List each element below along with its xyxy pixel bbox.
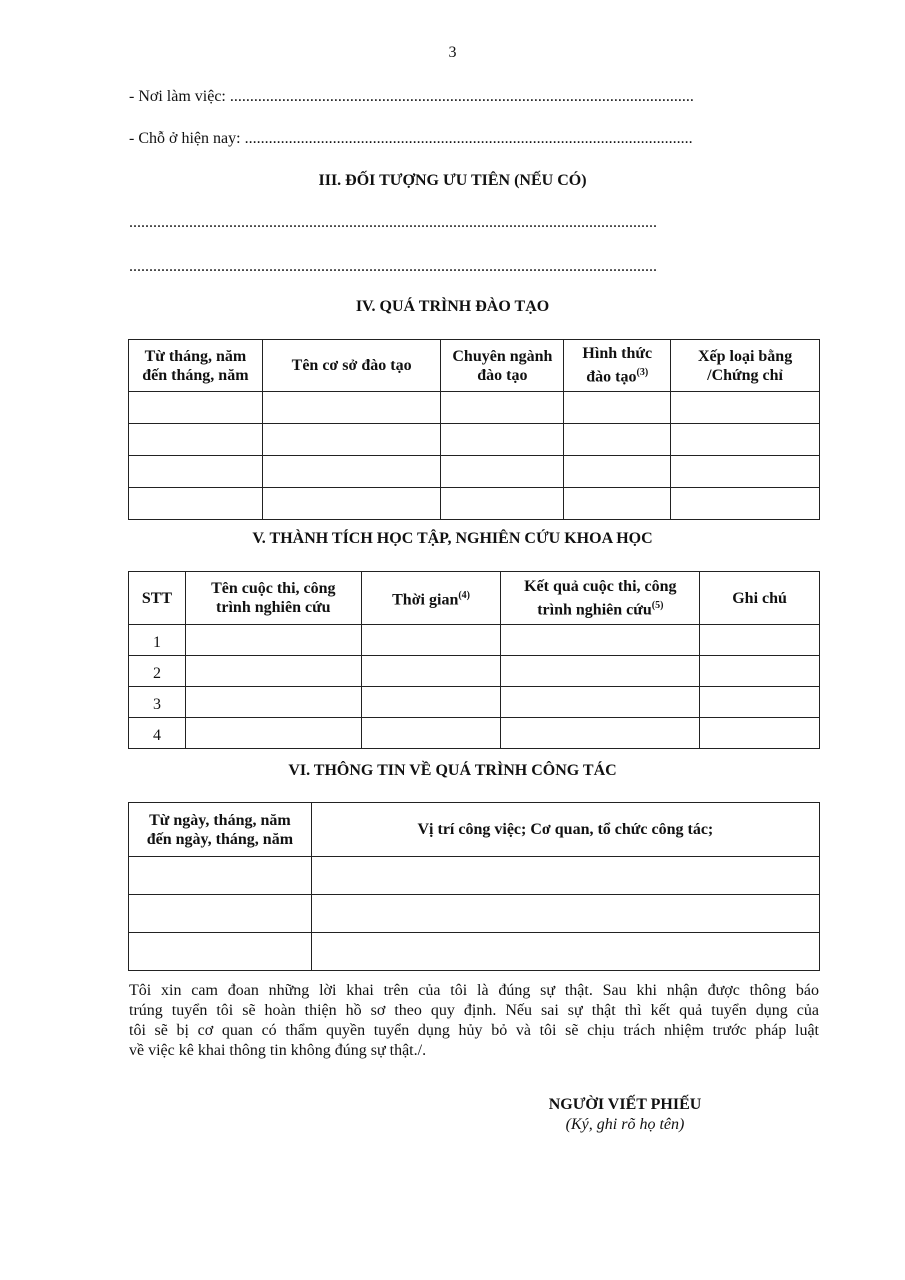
table-cell[interactable] (501, 625, 700, 656)
training-header-row (129, 340, 820, 392)
table-row (129, 718, 820, 749)
table-cell[interactable] (185, 656, 361, 687)
achievements-col-time: Thời gian$^{(4)}$ (361, 572, 501, 625)
training-col-rank: Xếp loại bằng /Chứng chỉ (671, 340, 820, 392)
achievements-col-notes: Ghi chú (700, 572, 820, 625)
table-cell[interactable] (700, 625, 820, 656)
row-number: 1 (129, 625, 186, 656)
table-cell[interactable] (129, 488, 263, 520)
table-cell[interactable] (441, 424, 564, 456)
page-number: 3 (448, 44, 457, 61)
table-cell[interactable] (441, 488, 564, 520)
table-cell[interactable] (262, 424, 441, 456)
signature-note: (Ký, ghi rõ họ tên) (565, 1116, 685, 1133)
table-cell[interactable] (129, 857, 312, 895)
achievements-table (128, 571, 820, 749)
work-col-position: Vị trí công việc; Cơ quan, tổ chức công tác; (311, 803, 819, 857)
residence-line (129, 130, 693, 148)
declaration-paragraph (129, 981, 819, 1061)
table-cell[interactable] (262, 456, 441, 488)
table-cell[interactable] (361, 718, 501, 749)
table-cell[interactable] (501, 718, 700, 749)
table-row (129, 625, 820, 656)
table-cell[interactable] (700, 687, 820, 718)
declaration-line: trúng tuyển tôi sẽ hoàn thiện hồ sơ theo quy định. Nếu sai sự thật thì kết quả tuyển dụng của (129, 1002, 819, 1019)
table-cell[interactable] (501, 656, 700, 687)
workplace-line (129, 88, 694, 106)
table-cell[interactable] (361, 656, 501, 687)
declaration-line: tôi sẽ bị cơ quan có thẩm quyền tuyển dụng hủy bỏ và tôi sẽ chịu trách nhiệm trước pháp luật (129, 1022, 819, 1039)
table-cell[interactable] (311, 857, 819, 895)
signature-title: NGƯỜI VIẾT PHIẾU (548, 1096, 702, 1113)
table-cell[interactable] (129, 895, 312, 933)
table-cell[interactable] (185, 687, 361, 718)
table-cell[interactable] (564, 488, 671, 520)
table-cell[interactable] (671, 488, 820, 520)
residence-label: - Chỗ ở hiện nay: (129, 130, 245, 147)
table-row (129, 656, 820, 687)
achievements-col-result: Kết quả cuộc thi, công trình nghiên cứu$^{(5)}$ (501, 572, 700, 625)
table-cell[interactable] (311, 933, 819, 971)
section4-title: IV. QUÁ TRÌNH ĐÀO TẠO (355, 298, 550, 315)
section6-title: VI. THÔNG TIN VỀ QUÁ TRÌNH CÔNG TÁC (288, 762, 617, 779)
table-row (129, 933, 820, 971)
table-cell[interactable] (185, 625, 361, 656)
training-col-institution: Tên cơ sở đào tạo (262, 340, 441, 392)
priority-field-2[interactable]: .................................................................................................................................... (129, 258, 657, 275)
training-col-major: Chuyên ngành đào tạo (441, 340, 564, 392)
declaration-line: về việc kê khai thông tin không đúng sự thật./. (129, 1042, 427, 1059)
work-col-period: Từ ngày, tháng, năm đến ngày, tháng, năm (129, 803, 312, 857)
table-cell[interactable] (671, 424, 820, 456)
table-cell[interactable] (311, 895, 819, 933)
training-col-period: Từ tháng, năm đến tháng, năm (129, 340, 263, 392)
workplace-field[interactable]: .................................................................................................................... (229, 88, 694, 105)
table-cell[interactable] (671, 456, 820, 488)
table-cell[interactable] (262, 488, 441, 520)
residence-field[interactable]: ................................................................................................................ (244, 130, 693, 147)
priority-field-1[interactable]: .................................................................................................................................... (129, 214, 657, 231)
table-cell[interactable] (564, 456, 671, 488)
achievements-col-stt: STT (129, 572, 186, 625)
table-row (129, 424, 820, 456)
declaration-line: Tôi xin cam đoan những lời khai trên của tôi là đúng sự thật. Sau khi nhận được thông báo (129, 982, 819, 999)
table-cell[interactable] (700, 656, 820, 687)
table-cell[interactable] (129, 456, 263, 488)
table-row (129, 687, 820, 718)
table-cell[interactable] (441, 392, 564, 424)
training-table (128, 339, 820, 520)
table-row (129, 895, 820, 933)
table-cell[interactable] (564, 424, 671, 456)
table-cell[interactable] (361, 625, 501, 656)
achievements-col-name: Tên cuộc thi, công trình nghiên cứu (185, 572, 361, 625)
training-col-mode: Hình thức đào tạo$^{(3)}$ (564, 340, 671, 392)
row-number: 4 (129, 718, 186, 749)
row-number: 2 (129, 656, 186, 687)
table-cell[interactable] (671, 392, 820, 424)
table-cell[interactable] (501, 687, 700, 718)
table-row (129, 857, 820, 895)
table-cell[interactable] (262, 392, 441, 424)
work-history-table (128, 802, 820, 971)
table-row (129, 456, 820, 488)
work-header-row (129, 803, 820, 857)
table-row (129, 488, 820, 520)
achievements-header-row (129, 572, 820, 625)
table-cell[interactable] (129, 424, 263, 456)
table-row (129, 392, 820, 424)
table-cell[interactable] (129, 392, 263, 424)
section3-title: III. ĐỐI TƯỢNG ƯU TIÊN (NẾU CÓ) (318, 172, 587, 189)
table-cell[interactable] (361, 687, 501, 718)
table-cell[interactable] (564, 392, 671, 424)
row-number: 3 (129, 687, 186, 718)
section5-title: V. THÀNH TÍCH HỌC TẬP, NGHIÊN CỨU KHOA HỌC (252, 530, 653, 547)
table-cell[interactable] (700, 718, 820, 749)
table-cell[interactable] (185, 718, 361, 749)
table-cell[interactable] (129, 933, 312, 971)
workplace-label: - Nơi làm việc: (129, 88, 230, 105)
table-cell[interactable] (441, 456, 564, 488)
